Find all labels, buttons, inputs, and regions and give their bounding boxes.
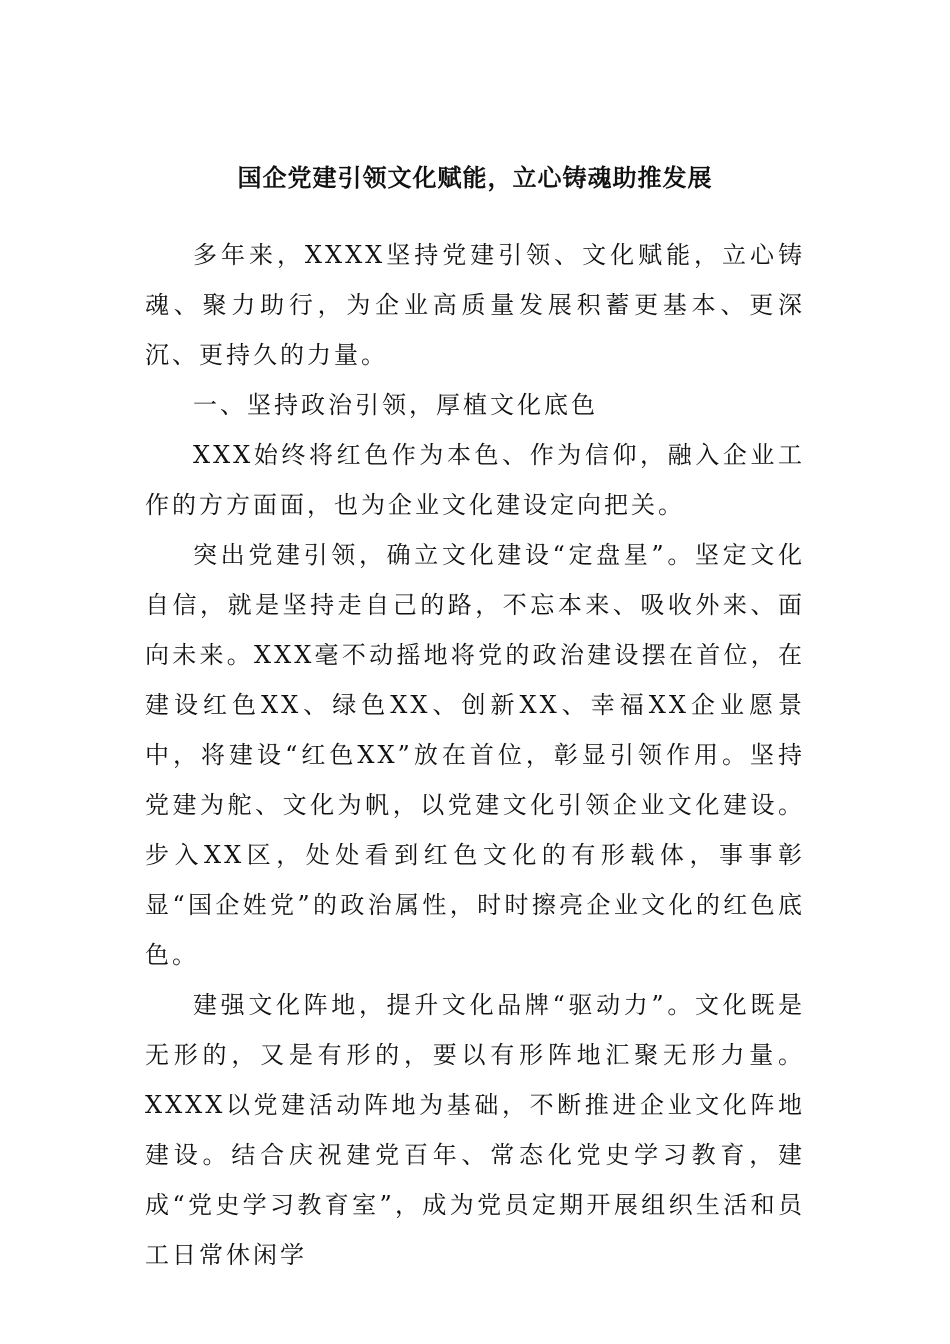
document-title: 国企党建引领文化赋能，立心铸魂助推发展 <box>237 163 713 192</box>
paragraph-intro: 多年来，XXXX坚持党建引领、文化赋能，立心铸魂、聚力助行，为企业高质量发展积蓄更基本、更深沉、更持久的力量。 <box>145 241 805 369</box>
paragraph-party-leadership: 突出党建引领，确立文化建设“定盘星”。坚定文化自信，就是坚持走自己的路，不忘本来、吸收外来、面向未来。XXX毫不动摇地将党的政治建设摆在首位，在建设红色XX、绿色XX、创新XX、幸福XX企业愿景中，将建设“红色XX”放在首位，彰显引领作用。坚持党建为舵、文化为帆，以党建文化引领企业文化建设。步入XX区，处处看到红色文化的有形载体，事事彰显“国企姓党”的政治属性，时时擦亮企业文化的红色底色。 <box>145 541 805 969</box>
paragraph-culture-position: 建强文化阵地，提升文化品牌“驱动力”。文化既是无形的，又是有形的，要以有形阵地汇聚无形力量。XXXX以党建活动阵地为基础，不断推进企业文化阵地建设。结合庆祝建党百年、常态化党史学习教育，建成“党史学习教育室”，成为党员定期开展组织生活和员工日常休闲学 <box>145 991 805 1269</box>
document-body <box>145 230 805 1280</box>
section-heading-1: 一、坚持政治引领，厚植文化底色 <box>193 391 598 419</box>
paragraph-section-1-intro: XXX始终将红色作为本色、作为信仰，融入企业工作的方方面面，也为企业文化建设定向把关。 <box>145 441 805 519</box>
